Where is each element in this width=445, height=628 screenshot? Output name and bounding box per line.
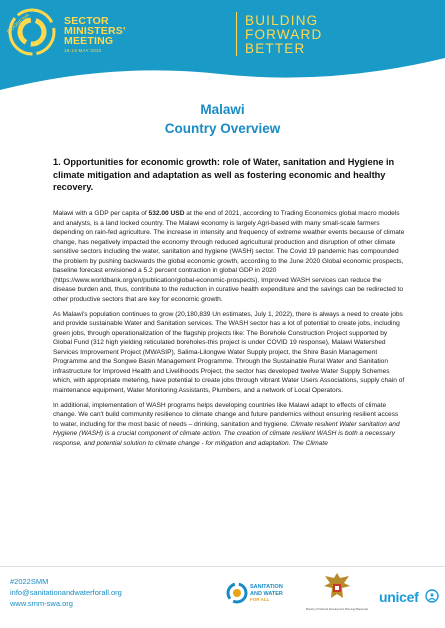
swa-line3: FOR ALL <box>250 597 270 602</box>
section-heading: 1. Opportunities for economic growth: role of Water, sanitation and Hygiene in climate mitigation and adaptation as well as fostering economic and healthy recovery. <box>53 157 395 192</box>
event-title-line3: MEETING <box>64 35 114 47</box>
document-title <box>0 100 445 138</box>
tagline-line3: BETTER <box>245 41 306 56</box>
paragraph-1 <box>53 209 405 304</box>
tagline-line2: FORWARD <box>245 27 323 42</box>
footer-website[interactable]: www.smm-swa.org <box>10 599 73 608</box>
footer-email[interactable]: info@sanitationandwaterforall.org <box>10 588 122 597</box>
overview-title: Country Overview <box>164 121 281 136</box>
tagline-line1: BUILDING <box>245 13 319 28</box>
garuda-emblem-icon <box>322 570 352 604</box>
body-text <box>53 209 405 454</box>
paragraph-1-text-a: Malawi with a GDP per capita of <box>53 210 149 217</box>
country-name: Malawi <box>200 102 245 117</box>
header-divider <box>236 12 237 56</box>
swa-logo-icon <box>226 582 248 604</box>
swa-logo-text <box>250 584 283 604</box>
header-wave <box>0 52 445 95</box>
paragraph-3-italic: Climate resilient Water sanitation and Hygiene (WASH) is a crucial component of climate action. The creation of climate resilient WASH is both a necessary response, and potential solution to climate change - for mitigation and adaptation. The Climate <box>53 420 400 447</box>
event-date: 18-19 MAY 2022 <box>64 48 102 53</box>
event-title-line1: SECTOR <box>64 15 109 27</box>
swa-line1: SANITATION <box>250 584 283 590</box>
paragraph-2: As Malawi's population continues to grow (20,180,839 Un estimates, July 1, 2022), there is always a need to create jobs and provide sustainable Water and Sanitation services. The WASH sector has a lot of potential to create jobs, including green jobs, through operationalization of the flagship projects like: The Borehole Construction Project supported by Global Fund (312 high yielding reticulated boreholes-this project is under COVID 19 response), Malawi Watershed Services Improvement Project (MWASIP), Salima-Lilongwe Water Supply project, the Shire Basin Management Programme and the Songwe Basin Management Programme. Through the Sustainable Rural Water and Sanitation infrastructure for Improved Health and Livelihoods Project, the sector has developed twelve Water Supply Schemes which, with appropriate metering, have potential to create jobs through vibrant Water Users Associations, supply chain of maintenance equipment, Water Monitoring Assistants, Plumbers, and a network of Local Operators. <box>53 310 405 394</box>
page-header <box>0 0 445 95</box>
paragraph-1-text-b: at the end of 2021, according to Trading Economics global macro models and analysts, is a land locked country. The Malawi economy is largely Agri-based with many small-scale farmers depending on rain-fed agriculture. The increase in intensity and frequency of extreme weather events because of climate change, has negatively impacted the economy through reduced agricultural production and disruption of other climate sensitive sectors including the water, sanitation and hygiene (WASH) sector. The Covid 19 pandemic has compounded the problem by pushing backwards the global economic growth, according to the June 2020 Global economic prospects, baseline forecast envisioned a 5.2 percent contraction in global GDP in 2020 (https://www.worldbank.org/en/publication/global-economic-prospects). Improved WASH services can reduce the disease burden and, thus, contribute to the reduction in curative health expenditure and the savings can be redirected to other productive sectors that are key for economic growth. <box>53 210 405 303</box>
unicef-logo-text: unicef <box>379 589 419 605</box>
paragraph-3-text-a: In additional, implementation of WASH programs helps developing countries like Malawi adapt to effects of climate change. We can't build community resilience to climate change and future pandemics without ensuring resilient access to water, including for the most basic of needs – drinking, sanitation and hygiene. <box>53 401 399 428</box>
footer-divider <box>0 566 445 567</box>
gdp-value: 532.00 USD <box>148 210 185 217</box>
footer-contact <box>10 576 122 609</box>
event-title-line2: MINISTERS' <box>64 25 126 37</box>
ministry-caption: Ministry of National Development Planning/ Bappenas <box>306 608 368 611</box>
event-title <box>64 16 126 46</box>
unicef-globe-icon <box>425 589 439 603</box>
logo-arc-text: INDONESIA <box>5 12 31 36</box>
tagline <box>245 14 322 56</box>
swa-line2: AND WATER <box>250 590 283 597</box>
paragraph-3 <box>53 401 405 449</box>
footer-hashtag: #2022SMM <box>10 577 49 586</box>
